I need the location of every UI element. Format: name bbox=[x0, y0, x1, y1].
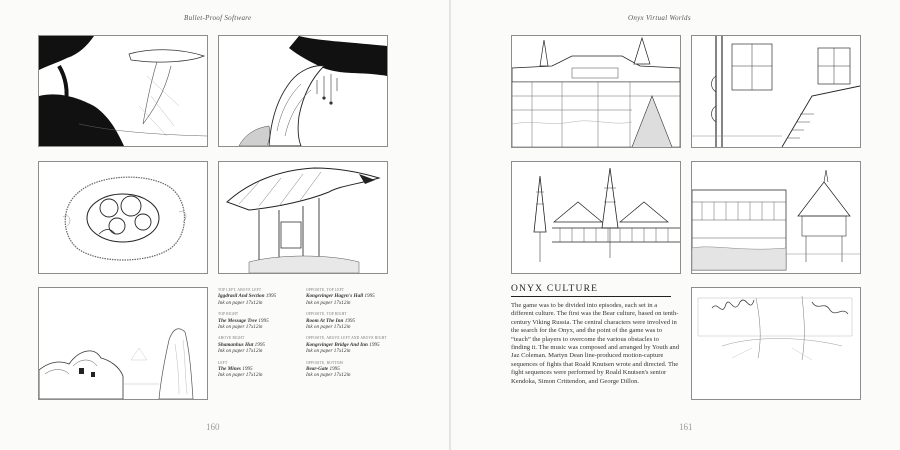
running-head-left: Bullet-Proof Software bbox=[184, 14, 252, 22]
section-divider bbox=[511, 296, 671, 297]
captions-column-left bbox=[218, 287, 298, 384]
illustration-message-tree bbox=[218, 35, 388, 147]
caption-title: Iggdrasil And Section bbox=[218, 293, 265, 300]
page-number-right: 161 bbox=[679, 422, 693, 432]
caption-entry bbox=[218, 360, 298, 379]
caption-title: The Message Tree bbox=[218, 317, 257, 324]
caption-entry bbox=[218, 335, 298, 354]
caption-medium: Ink on paper 17x12in bbox=[218, 324, 263, 331]
caption-medium: Ink on paper 17x12in bbox=[306, 299, 351, 306]
caption-year: 1995 bbox=[258, 317, 269, 324]
caption-title: Room At The Inn bbox=[306, 317, 344, 324]
caption-position: LEFT bbox=[218, 360, 228, 365]
caption-medium: Ink on paper 17x12in bbox=[306, 324, 351, 331]
illustration-shamanhus-hut bbox=[38, 161, 208, 274]
left-page bbox=[0, 0, 449, 450]
caption-medium: Ink on paper 17x12in bbox=[306, 348, 351, 355]
illustration-kongsvinger-inn bbox=[691, 161, 861, 274]
caption-title: The Mines bbox=[218, 366, 241, 373]
caption-entry bbox=[306, 335, 398, 354]
caption-medium: Ink on paper 17x12in bbox=[218, 348, 263, 355]
caption-year: 1995 bbox=[242, 366, 253, 373]
illustration-the-mines bbox=[38, 287, 208, 400]
caption-entry bbox=[218, 287, 298, 306]
article-body: The game was to be divided into episodes, each set in a different culture. The first was the Bear culture, based on tenth-century Viking Russia. The central characters were involved in the search for the Onyx, and the point of the game was to “teach” the players to overcome the various obstacles to finding it. The music was composed and arranged by Youth and Jaz Coleman. Martyn Dean line-produced motion-capture sequences of fights that Roald Knutsen wrote and directed. The fight sequences were performed by Roald Knutsen's senior Kendoka, Simon Crittendon, and George Dillon. bbox=[511, 302, 679, 385]
caption-medium: Ink on paper 17x12in bbox=[218, 299, 263, 306]
caption-position: TOP RIGHT bbox=[218, 312, 239, 317]
illustration-room-at-the-inn bbox=[691, 35, 861, 148]
caption-year: 1995 bbox=[369, 341, 380, 348]
illustration-kongsvinger-bridge bbox=[511, 161, 681, 274]
caption-year: 1995 bbox=[344, 317, 356, 324]
section-heading: ONYX CULTURE bbox=[511, 284, 599, 294]
caption-position: ABOVE RIGHT bbox=[218, 336, 245, 341]
caption-entry bbox=[306, 287, 398, 306]
caption-year: 1995 bbox=[265, 293, 277, 300]
caption-position: TOP LEFT, ABOVE LEFT bbox=[218, 288, 262, 292]
caption-position: OPPOSITE, TOP RIGHT bbox=[306, 312, 347, 317]
caption-title: Shamanhus Hut bbox=[218, 341, 254, 348]
caption-position: OPPOSITE, ABOVE LEFT AND ABOVE RIGHT bbox=[306, 336, 387, 341]
illustration-kongsvinger-hall bbox=[511, 35, 681, 148]
illustration-iggdrasil bbox=[38, 35, 208, 147]
caption-year: 1995 bbox=[254, 341, 265, 348]
caption-entry bbox=[218, 311, 298, 330]
captions-column-right bbox=[306, 287, 398, 384]
caption-position: OPPOSITE, BOTTOM bbox=[306, 360, 343, 365]
caption-year: 1995 bbox=[329, 366, 340, 373]
caption-year: 1995 bbox=[364, 293, 375, 300]
caption-position: OPPOSITE, TOP LEFT bbox=[306, 288, 345, 292]
caption-title: Kongsvinger Hagyn's Hall bbox=[306, 293, 364, 300]
caption-title: Kongsvinger Bridge And Inn bbox=[306, 341, 368, 348]
illustration-bird-hut bbox=[218, 161, 388, 274]
page-number-left: 160 bbox=[206, 422, 220, 432]
caption-entry bbox=[306, 360, 398, 379]
caption-medium: Ink on paper 17x12in bbox=[306, 372, 351, 379]
illustration-bear-gate bbox=[691, 287, 861, 400]
caption-entry bbox=[306, 311, 398, 330]
caption-title: Bear-Gate bbox=[306, 366, 329, 373]
running-head-right: Onyx Virtual Worlds bbox=[628, 14, 691, 22]
caption-medium: Ink on paper 17x12in bbox=[218, 372, 263, 379]
